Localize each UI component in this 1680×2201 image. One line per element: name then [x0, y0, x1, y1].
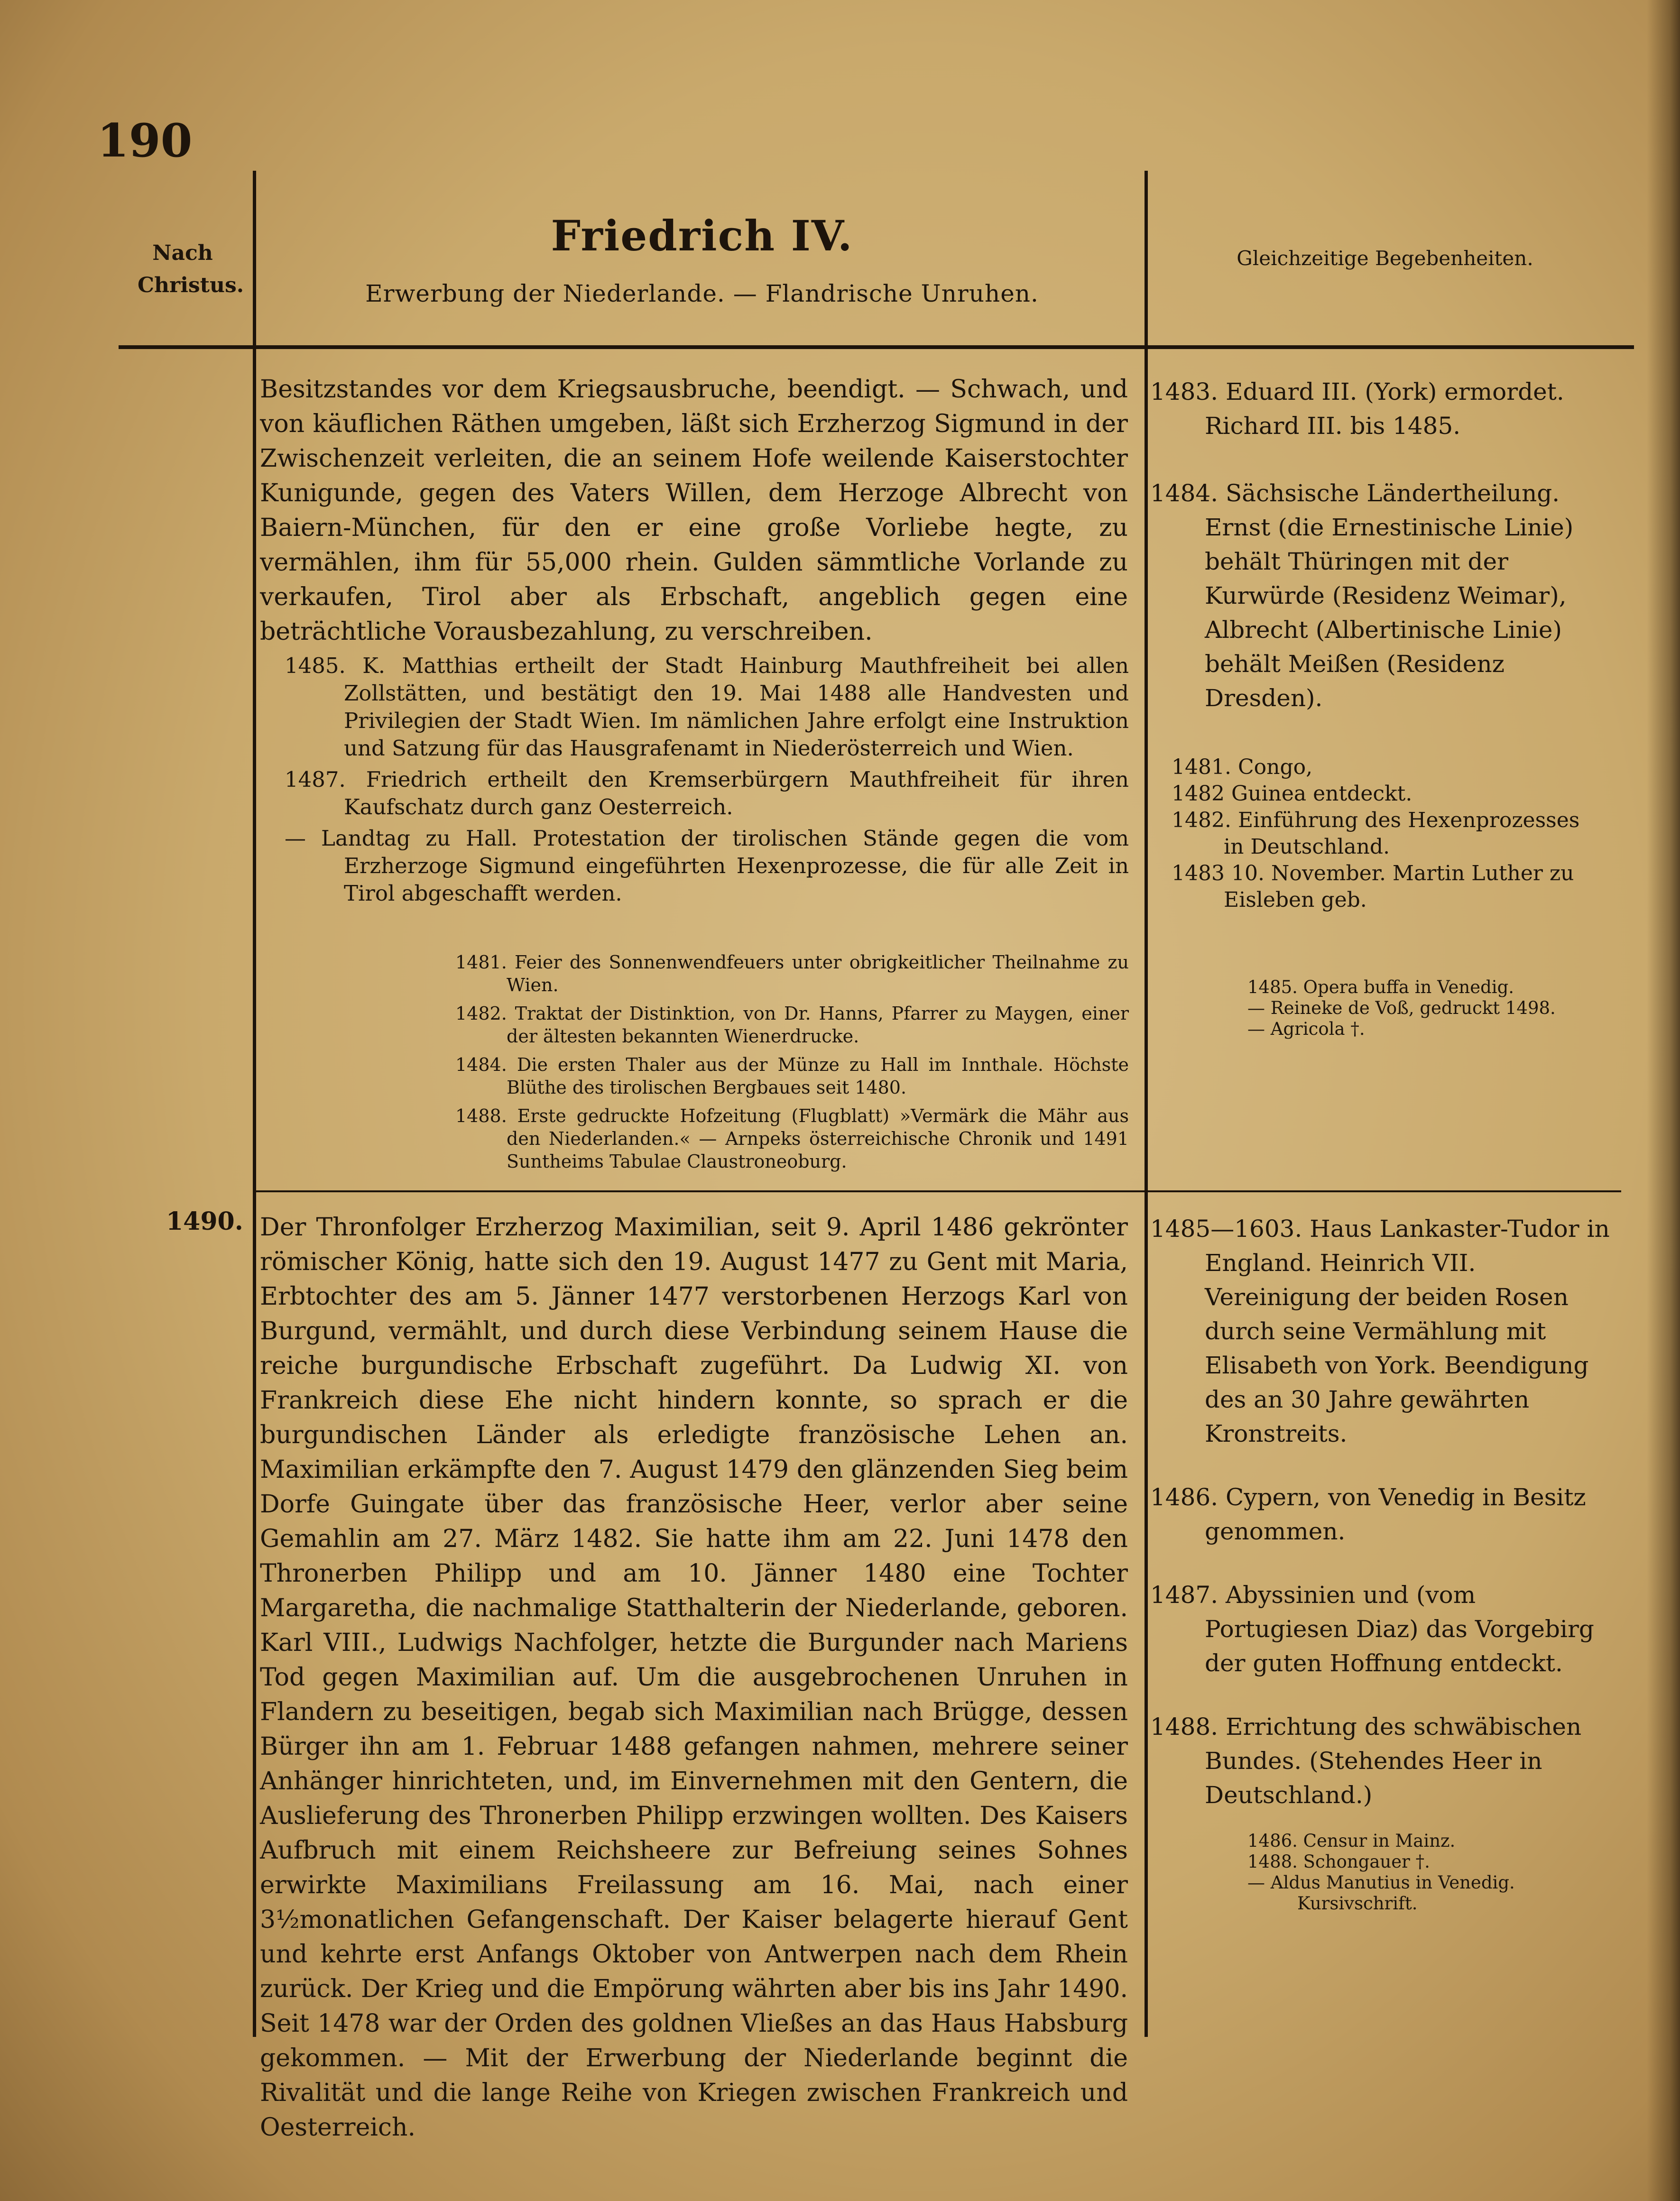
chapter-title: Friedrich IV. [551, 211, 853, 260]
header-era-line1: Nach [152, 241, 213, 265]
small-note-item: 1482. Traktat der Distinktion, von Dr. Hanns, Pfarrer zu Maygen, einer der ältesten bekannten Wienerdrucke. [455, 1003, 1129, 1047]
right2-small [1247, 1831, 1608, 1914]
chapter-subtitle: Erwerbung der Niederlande. — Flandrische Unruhen. [365, 280, 1039, 307]
note-item: 1487. Friedrich ertheilt den Kremserbürgern Mauthfreiheit für ihren Kaufschatz durch ganz Oesterreich. [285, 767, 1129, 820]
event-entry: 1487. Abyssinien und (vom Portugiesen Diaz) das Vorgebirg der guten Hoffnung entdeckt. [1150, 1581, 1594, 1677]
small-event: — Reineke de Voß, gedruckt 1498. [1247, 998, 1556, 1018]
right-section-rule [1147, 1190, 1621, 1192]
header-era-label [138, 237, 244, 302]
discovery-entry: 1482. Einführung des Hexenprozesses in Deutschland. [1172, 808, 1580, 859]
book-spine-shadow [1647, 0, 1680, 2201]
small-event: 1485. Opera buffa in Venedig. [1247, 977, 1514, 997]
right1-discoveries [1172, 754, 1598, 913]
event-entry: 1486. Cypern, von Venedig in Besitz genommen. [1150, 1483, 1586, 1545]
year-marker: 1490. [166, 1207, 243, 1236]
right2-entries [1150, 1212, 1615, 1812]
small-note-item: 1484. Die ersten Thaler aus der Münze zu Hall im Innthale. Höchste Blüthe des tirolischen Bergbaues seit 1480. [455, 1054, 1129, 1098]
section-rule [255, 1190, 1145, 1192]
note-item: 1485. K. Matthias ertheilt der Stadt Hainburg Mauthfreiheit bei allen Zollstätten, und bestätigt den 19. Mai 1488 alle Handvesten und Privilegien der Stadt Wien. Im nämlichen Jahre erfolgt eine Instruktion und Satzung für das Hausgrafenamt in Niederösterreich und Wien. [285, 653, 1129, 761]
header-era-line2: Christus. [138, 273, 244, 297]
right1-small [1247, 977, 1608, 1040]
small-event: — Agricola †. [1247, 1019, 1365, 1039]
section2-paragraph: Der Thronfolger Erzherzog Maximilian, seit 9. April 1486 gekrönter römischer König, hatte sich den 19. August 1477 zu Gent mit Maria, Erbtochter des am 5. Jänner 1477 verstorbenen Herzogs Karl von Burgund, vermählt, und durch diese Verbindung seinem Hause die reiche burgundische Erbschaft zugeführt. Da Ludwig XI. von Frankreich diese Ehe nicht hindern konnte, so sprach er die burgundischen Länder als erledigte französische Lehen an. Maximilian erkämpfte den 7. August 1479 den glänzenden Sieg beim Dorfe Guingate über das französische Heer, verlor aber seine Gemahlin am 27. März 1482. Sie hatte ihm am 22. Juni 1478 den Thronerben Philipp und am 10. Jänner 1480 eine Tochter Margaretha, die nachmalige Statthalterin der Niederlande, geboren. Karl VIII., Ludwigs Nachfolger, hetzte die Burgunder nach Mariens Tod gegen Maximilian auf. Um die ausgebrochenen Unruhen in Flandern zu beseitigen, begab sich Maximilian nach Brügge, dessen Bürger ihn am 1. Februar 1488 gefangen nahmen, mehrere seiner Anhänger hinrichteten, und, im Einvernehmen mit den Gentern, die Auslieferung des Thronerben Philipp erzwingen wollten. Des Kaisers Aufbruch mit einem Reichsheere zur Befreiung seines Sohnes erwirkte Maximilians Freilassung am 16. Mai, nach einer 3½monatlichen Gefangenschaft. Der Kaiser belagerte hierauf Gent und kehrte erst Anfangs Oktober von Antwerpen nach dem Rhein zurück. Der Krieg und die Empörung währten aber bis ins Jahr 1490. Seit 1478 war der Orden des goldnen Vließes an das Haus Habsburg gekommen. — Mit der Erwerbung der Niederlande beginnt die Rivalität und die lange Reihe von Kriegen zwischen Frankreich und Oesterreich. [260, 1213, 1128, 2142]
section1-small-notes [455, 951, 1129, 1179]
discovery-entry: 1483 10. November. Martin Luther zu Eisleben geb. [1172, 861, 1574, 912]
small-event: 1488. Schongauer †. [1247, 1851, 1430, 1872]
column-rule-left [253, 171, 256, 2037]
event-entry: 1488. Errichtung des schwäbischen Bundes. (Stehendes Heer in Deutschland.) [1150, 1713, 1582, 1809]
small-note-item: 1488. Erste gedruckte Hofzeitung (Flugblatt) »Vermärk die Mähr aus den Niederlanden.« — Arnpeks österreichische Chronik und 1491 Suntheims Tabulae Claustroneoburg. [455, 1105, 1129, 1172]
concurrent-events-heading: Gleichzeitige Begebenheiten. [1237, 247, 1533, 270]
column-rule-right [1145, 171, 1148, 2037]
section2-main-text [260, 1210, 1128, 2145]
header-rule [119, 345, 1634, 349]
note-item: — Landtag zu Hall. Protestation der tirolischen Stände gegen die vom Erzherzoge Sigmund eingeführten Hexenprozesse, die für alle Zeit in Tirol abgeschafft werden. [285, 826, 1129, 906]
discovery-entry: 1482 Guinea entdeckt. [1172, 782, 1412, 806]
event-entry: 1485—1603. Haus Lankaster-Tudor in England. Heinrich VII. Vereinigung der beiden Rosen durch seine Vermählung mit Elisabeth von York. Beendigung des an 30 Jahre gewährten Kronstreits. [1150, 1215, 1610, 1447]
section1-main-text [260, 372, 1128, 649]
small-note-item: 1481. Feier des Sonnenwendfeuers unter obrigkeitlicher Theilnahme zu Wien. [455, 952, 1129, 995]
section1-paragraph: Besitzstandes vor dem Kriegsausbruche, beendigt. — Schwach, und von käuflichen Räthen umgeben, läßt sich Erzherzog Sigmund in der Zwischenzeit verleiten, die an seinem Hofe weilende Kaiserstochter Kunigunde, gegen des Vaters Willen, dem Herzoge Albrecht von Baiern-München, für den er eine große Vorliebe hegte, zu vermählen, ihm für 55,000 rhein. Gulden sämmtliche Vorlande zu verkaufen, Tirol aber als Erbschaft, angeblich gegen eine beträchtliche Vorausbezahlung, zu verschreiben. [260, 375, 1128, 646]
small-event: 1486. Censur in Mainz. [1247, 1831, 1456, 1851]
event-entry: 1483. Eduard III. (York) ermordet. Richard III. bis 1485. [1150, 378, 1564, 440]
right1-entries [1150, 375, 1615, 715]
event-entry: 1484. Sächsische Ländertheilung. Ernst (die Ernestinische Linie) behält Thüringen mit der Kurwürde (Residenz Weimar), Albrecht (Albertinische Linie) behält Meißen (Residenz Dresden). [1150, 479, 1574, 712]
section1-notes [285, 652, 1129, 911]
small-event: — Aldus Manutius in Venedig. Kursivschrift. [1247, 1872, 1515, 1914]
page-number: 190 [97, 114, 193, 167]
discovery-entry: 1481. Congo, [1172, 755, 1313, 779]
